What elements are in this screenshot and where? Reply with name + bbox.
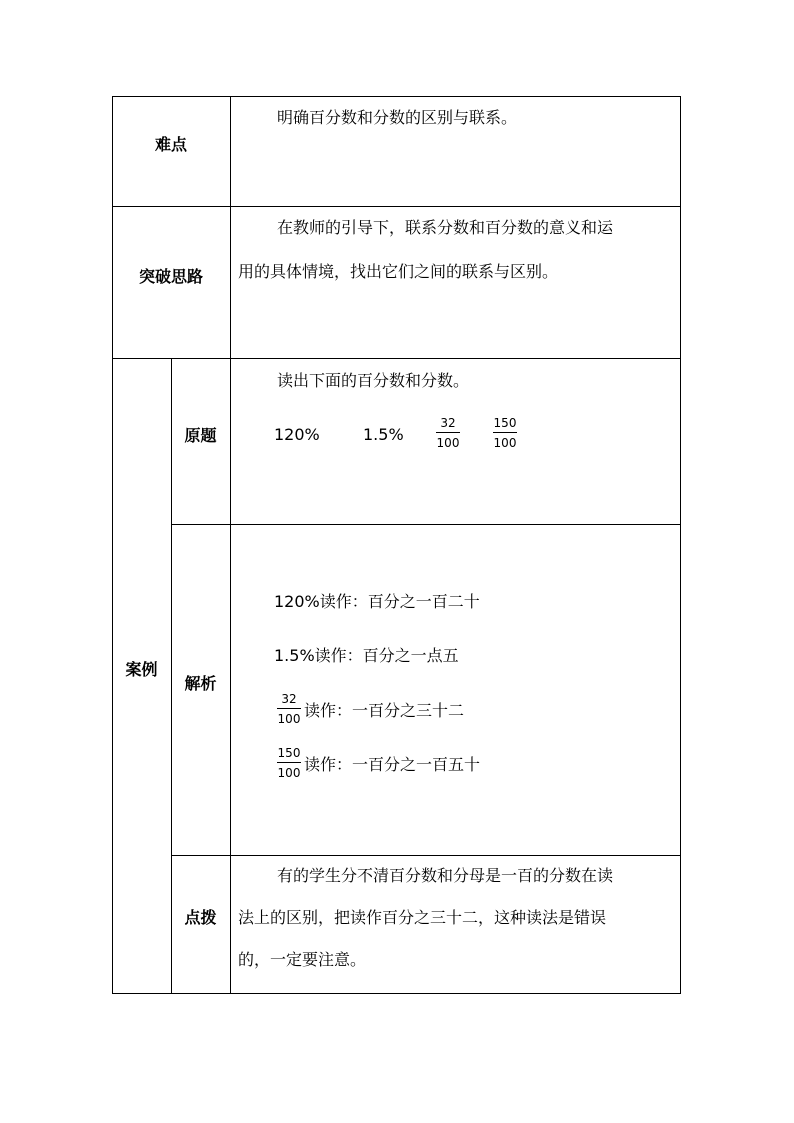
numerator: 150 bbox=[277, 746, 301, 760]
analysis-fraction-1 bbox=[277, 692, 301, 726]
analysis-line-3: 读作：一百分之三十二 bbox=[304, 701, 465, 720]
problem-item-2: 1.5% bbox=[363, 425, 404, 444]
problem-fraction-2 bbox=[493, 416, 517, 450]
breakthrough-label: 突破思路 bbox=[138, 267, 203, 286]
fraction-bar bbox=[277, 708, 301, 709]
analysis-line-1: 120%读作：百分之一百二十 bbox=[274, 592, 480, 611]
analysis-line-4: 读作：一百分之一百五十 bbox=[304, 755, 481, 774]
row-divider bbox=[171, 855, 681, 856]
tips-label: 点拨 bbox=[184, 908, 217, 927]
denominator: 100 bbox=[277, 712, 301, 726]
problem-prompt: 读出下面的百分数和分数。 bbox=[277, 371, 470, 390]
denominator: 100 bbox=[493, 436, 517, 450]
tips-line-2: 法上的区别，把读作百分之三十二，这种读法是错误 bbox=[238, 908, 607, 927]
analysis-label: 解析 bbox=[184, 674, 217, 693]
difficulty-label: 难点 bbox=[154, 135, 187, 154]
denominator: 100 bbox=[277, 766, 301, 780]
denominator: 100 bbox=[436, 436, 460, 450]
column-divider bbox=[230, 96, 231, 994]
numerator: 32 bbox=[440, 416, 456, 430]
analysis-fraction-2 bbox=[277, 746, 301, 780]
analysis-line-2: 1.5%读作：百分之一点五 bbox=[274, 646, 459, 665]
fraction-bar bbox=[277, 762, 301, 763]
row-divider bbox=[112, 358, 681, 359]
numerator: 32 bbox=[281, 692, 297, 706]
row-divider bbox=[171, 524, 681, 525]
numerator: 150 bbox=[493, 416, 517, 430]
breakthrough-line-2: 用的具体情境，找出它们之间的联系与区别。 bbox=[238, 262, 559, 281]
problem-item-1: 120% bbox=[274, 425, 320, 444]
case-label: 案例 bbox=[125, 660, 158, 679]
fraction-bar bbox=[493, 432, 517, 433]
difficulty-text: 明确百分数和分数的区别与联系。 bbox=[277, 108, 518, 127]
fraction-bar bbox=[436, 432, 460, 433]
problem-label: 原题 bbox=[184, 426, 217, 445]
breakthrough-line-1: 在教师的引导下，联系分数和百分数的意义和运 bbox=[277, 218, 614, 237]
tips-line-1: 有的学生分不清百分数和分母是一百的分数在读 bbox=[277, 866, 614, 885]
problem-fraction-1 bbox=[436, 416, 460, 450]
row-divider bbox=[112, 206, 681, 207]
tips-line-3: 的，一定要注意。 bbox=[238, 950, 367, 969]
